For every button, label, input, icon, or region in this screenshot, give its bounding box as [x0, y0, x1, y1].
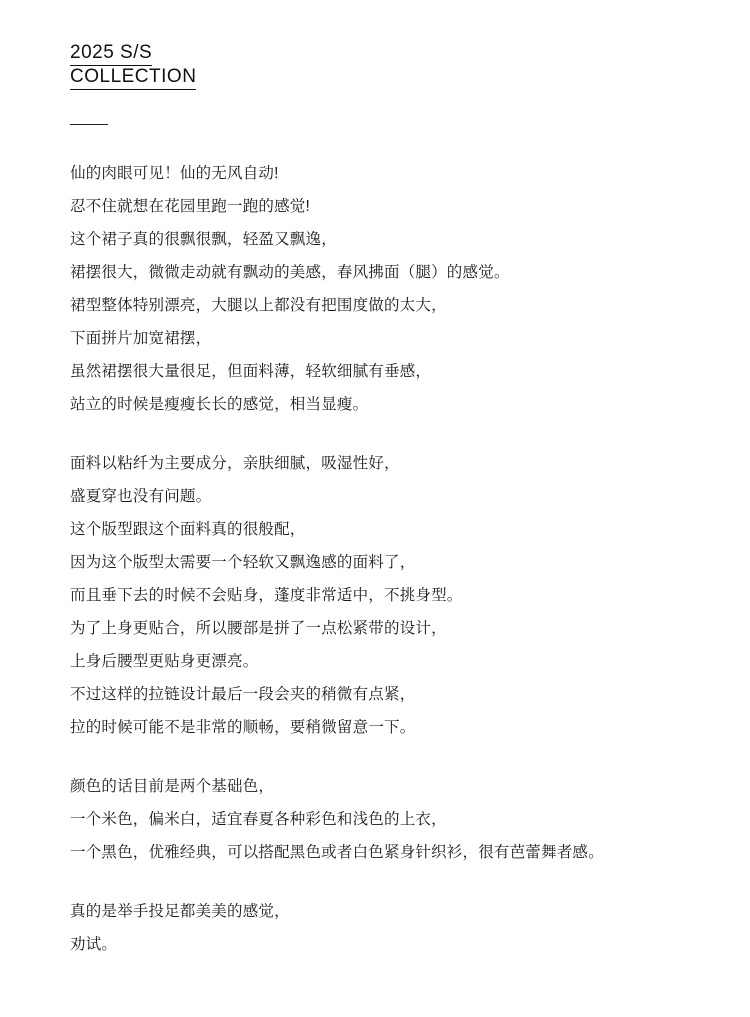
document-body [70, 157, 688, 961]
text-line: 真的是举手投足都美美的感觉， [70, 903, 290, 920]
title-line-2: COLLECTION [70, 66, 196, 90]
text-line: 上身后腰型更贴身更漂亮。 [70, 653, 259, 670]
text-line: 忍不住就想在花园里跑一跑的感觉! [70, 198, 311, 215]
text-line: 站立的时候是瘦瘦长长的感觉，相当显瘦。 [70, 396, 369, 413]
text-line: 不过这样的拉链设计最后一段会夹的稍微有点紧， [70, 686, 416, 703]
text-line: 裙摆很大，微微走动就有飘动的美感，春风拂面（腿）的感觉。 [70, 264, 510, 281]
text-line: 下面拼片加宽裙摆， [70, 330, 212, 347]
paragraph [70, 157, 688, 421]
text-line: 裙型整体特别漂亮，大腿以上都没有把围度做的太大， [70, 297, 447, 314]
text-line: 因为这个版型太需要一个轻软又飘逸感的面料了， [70, 554, 416, 571]
text-line: 盛夏穿也没有问题。 [70, 488, 212, 505]
text-line: 这个裙子真的很飘很飘，轻盈又飘逸， [70, 231, 337, 248]
text-line: 一个黑色，优雅经典，可以搭配黑色或者白色紧身针织衫，很有芭蕾舞者感。 [70, 844, 604, 861]
text-line: 仙的肉眼可见！仙的无风自动! [70, 165, 279, 182]
text-line: 为了上身更贴合，所以腰部是拼了一点松紧带的设计， [70, 620, 447, 637]
divider-rule [70, 124, 108, 125]
text-line: 这个版型跟这个面料真的很般配， [70, 521, 306, 538]
text-line: 拉的时候可能不是非常的顺畅，要稍微留意一下。 [70, 719, 416, 736]
paragraph [70, 895, 688, 961]
document-title [70, 42, 688, 90]
text-line: 颜色的话目前是两个基础色， [70, 778, 275, 795]
text-line: 一个米色，偏米白，适宜春夏各种彩色和浅色的上衣， [70, 811, 447, 828]
title-line-1: 2025 S/S [70, 42, 152, 66]
text-line: 劝试。 [70, 936, 118, 953]
text-line: 虽然裙摆很大量很足，但面料薄，轻软细腻有垂感， [70, 363, 432, 380]
text-line: 而且垂下去的时候不会贴身，蓬度非常适中，不挑身型。 [70, 587, 463, 604]
paragraph [70, 770, 688, 869]
text-line: 面料以粘纤为主要成分，亲肤细腻，吸湿性好， [70, 455, 400, 472]
paragraph [70, 447, 688, 744]
